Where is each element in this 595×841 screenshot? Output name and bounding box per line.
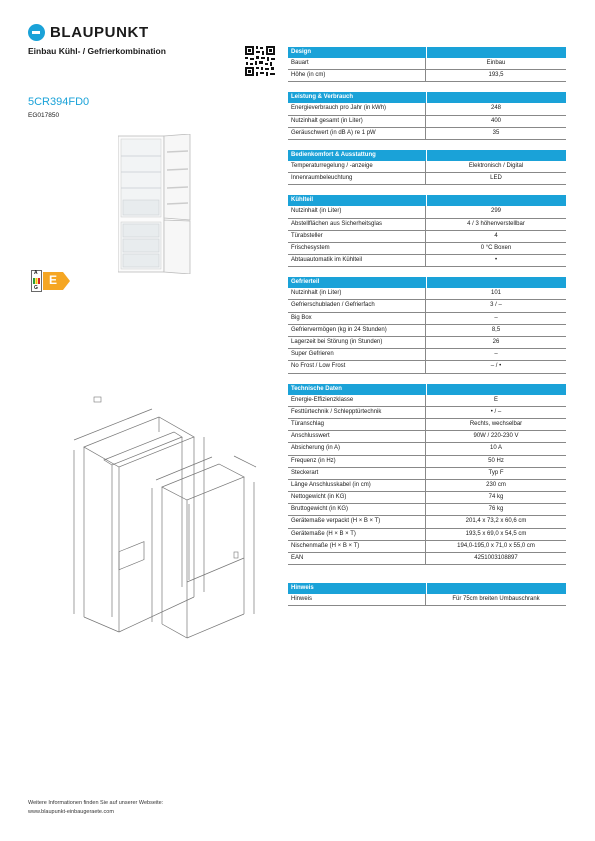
spec-label: Frequenz (in Hz)	[288, 456, 426, 467]
notes-section-title: Hinweis	[288, 583, 426, 594]
spec-sections	[288, 47, 566, 565]
spec-value: 201,4 x 73,2 x 60,6 cm	[465, 518, 527, 525]
notes-section-header	[288, 583, 566, 594]
dimension-drawing	[44, 392, 264, 642]
spec-value: • / –	[490, 408, 502, 415]
spec-section-header	[288, 47, 566, 58]
spec-row	[288, 492, 566, 504]
spec-section-title: Technische Daten	[288, 384, 426, 395]
spec-label: EAN	[288, 553, 426, 564]
spec-value: –	[494, 314, 498, 321]
spec-label: Gefriervermögen (kg in 24 Stunden)	[288, 325, 426, 336]
spec-label: Gerätemaße (H × B × T)	[288, 529, 426, 540]
spec-row	[288, 480, 566, 492]
spec-label: Türanschlag	[288, 419, 426, 430]
spec-value: 35	[492, 129, 500, 136]
energy-class: E	[49, 273, 58, 287]
spec-row	[288, 231, 566, 243]
spec-row	[288, 431, 566, 443]
spec-value: E	[493, 396, 498, 403]
spec-row	[288, 395, 566, 407]
spec-label: Nischenmaße (H × B × T)	[288, 541, 426, 552]
spec-section-header	[288, 195, 566, 206]
spec-value: 4251003108897	[474, 555, 518, 561]
spec-label: Steckerart	[288, 468, 426, 479]
spec-value: 50 Hz	[488, 457, 504, 464]
notes-section	[288, 583, 566, 606]
spec-label: Absicherung (in A)	[288, 443, 426, 454]
spec-value: •	[494, 257, 498, 264]
spec-label: Nutzinhalt gesamt (in Liter)	[288, 116, 426, 127]
brand-logo-icon	[28, 24, 45, 41]
brand-logo	[28, 24, 149, 41]
spec-row	[288, 116, 566, 128]
spec-row	[288, 161, 566, 173]
spec-value: 193,5	[488, 72, 504, 79]
spec-label: Türabsteller	[288, 231, 426, 242]
spec-section	[288, 150, 566, 185]
brand-name: BLAUPUNKT	[50, 24, 149, 41]
spec-row	[288, 443, 566, 455]
spec-label: Höhe (in cm)	[288, 70, 426, 81]
spec-row	[288, 70, 566, 82]
spec-row	[288, 128, 566, 140]
spec-label: Energie-Effizienzklasse	[288, 395, 426, 406]
spec-row	[288, 313, 566, 325]
model-number: 5CR394FD0	[28, 96, 90, 108]
spec-section-title: Leistung & Verbrauch	[288, 92, 426, 103]
spec-row	[288, 516, 566, 528]
spec-row	[288, 456, 566, 468]
spec-label: Bruttogewicht (in KG)	[288, 504, 426, 515]
spec-value: 101	[490, 290, 501, 297]
spec-label: Energieverbrauch pro Jahr (in kWh)	[288, 103, 426, 114]
spec-section-header	[288, 92, 566, 103]
spec-section-header	[288, 150, 566, 161]
spec-section-header	[288, 277, 566, 288]
spec-value: 400	[490, 117, 501, 124]
footer-website-link[interactable]: www.blaupunkt-einbaugeraete.com	[28, 809, 114, 815]
spec-value: 299	[490, 208, 501, 215]
spec-value: 4	[494, 232, 498, 239]
spec-value: 90W / 220-230 V	[473, 433, 519, 440]
spec-section	[288, 277, 566, 373]
spec-section-header	[288, 384, 566, 395]
spec-value: 3 / –	[490, 302, 502, 309]
spec-label: Gerätemaße verpackt (H × B × T)	[288, 516, 426, 527]
energy-label	[31, 270, 71, 297]
product-photo	[118, 134, 192, 274]
spec-value: 194,0-195,0 x 71,0 x 55,0 cm	[457, 542, 535, 549]
spec-label: Gefrierschubladen / Gefrierfach	[288, 300, 426, 311]
spec-row	[288, 504, 566, 516]
spec-row	[288, 407, 566, 419]
spec-value: 248	[490, 105, 501, 112]
spec-value: –	[494, 351, 498, 358]
spec-label: Geräuschwert (in dB A) re 1 pW	[288, 128, 426, 139]
product-category: Einbau Kühl- / Gefrierkombination	[28, 46, 166, 56]
spec-label: No Frost / Low Frost	[288, 361, 426, 372]
spec-row	[288, 541, 566, 553]
spec-label: Big Box	[288, 313, 426, 324]
spec-label: Abstellflächen aus Sicherheitsglas	[288, 219, 426, 230]
spec-row	[288, 553, 566, 565]
spec-row	[288, 419, 566, 431]
spec-value: Für 75cm breiten Umbauschrank	[452, 596, 540, 603]
spec-section-title: Design	[288, 47, 426, 58]
spec-section-title: Bedienkomfort & Ausstattung	[288, 150, 426, 161]
spec-row	[288, 594, 566, 606]
spec-row	[288, 58, 566, 70]
spec-row	[288, 103, 566, 115]
spec-row	[288, 255, 566, 267]
spec-label: Lagerzeit bei Störung (in Stunden)	[288, 337, 426, 348]
spec-section	[288, 384, 566, 566]
qr-code-icon	[244, 45, 276, 77]
spec-label: Nutzinhalt (in Liter)	[288, 206, 426, 217]
spec-value: 8,5	[491, 326, 501, 333]
spec-label: Super Gefrieren	[288, 349, 426, 360]
energy-scale-bottom: G	[34, 285, 38, 291]
article-number: EG017850	[28, 112, 60, 119]
spec-value: Elektronisch / Digital	[468, 162, 524, 169]
spec-value: Rechts, wechselbar	[469, 420, 523, 427]
spec-value: LED	[490, 175, 502, 182]
spec-value: Einbau	[486, 60, 506, 66]
spec-value: 0 °C Boxen	[480, 244, 512, 251]
spec-row	[288, 243, 566, 255]
spec-row	[288, 219, 566, 231]
spec-section-title: Kühlteil	[288, 195, 426, 206]
spec-row	[288, 529, 566, 541]
spec-value: 193,5 x 69,0 x 54,5 cm	[465, 530, 527, 537]
spec-label: Temperaturregelung / -anzeige	[288, 161, 426, 172]
spec-value: 76 kg	[488, 506, 504, 513]
spec-label: Hinweis	[288, 594, 426, 605]
spec-section	[288, 195, 566, 267]
spec-row	[288, 361, 566, 373]
spec-label: Abtauautomatik im Kühlteil	[288, 255, 426, 266]
footer	[28, 799, 163, 817]
spec-label: Bauart	[288, 58, 426, 69]
spec-value: – / •	[490, 363, 502, 370]
spec-row	[288, 300, 566, 312]
spec-label: Innenraumbeleuchtung	[288, 173, 426, 184]
spec-table	[288, 47, 566, 616]
spec-label: Festtürtechnik / Schlepptürtechnik	[288, 407, 426, 418]
spec-section-title: Gefrierteil	[288, 277, 426, 288]
spec-label: Anschlusswert	[288, 431, 426, 442]
spec-value: 26	[492, 339, 500, 345]
spec-value: 230 cm	[486, 481, 506, 488]
spec-value: 4 / 3 höhenverstellbar	[467, 220, 525, 227]
energy-scale-top: A	[34, 270, 38, 276]
spec-row	[288, 337, 566, 349]
spec-row	[288, 325, 566, 337]
spec-label: Nutzinhalt (in Liter)	[288, 288, 426, 299]
spec-row	[288, 206, 566, 218]
spec-label: Frischesystem	[288, 243, 426, 254]
spec-label: Länge Anschlusskabel (in cm)	[288, 480, 426, 491]
spec-label: Nettogewicht (in KG)	[288, 492, 426, 503]
spec-row	[288, 173, 566, 185]
spec-row	[288, 468, 566, 480]
spec-value: Typ F	[488, 469, 504, 476]
footer-info-text: Weitere Informationen finden Sie auf unserer Webseite:	[28, 800, 164, 806]
spec-section	[288, 92, 566, 140]
spec-value: 10 A	[489, 445, 502, 452]
spec-row	[288, 349, 566, 361]
spec-section	[288, 47, 566, 82]
spec-value: 74 kg	[488, 494, 504, 501]
spec-row	[288, 288, 566, 300]
